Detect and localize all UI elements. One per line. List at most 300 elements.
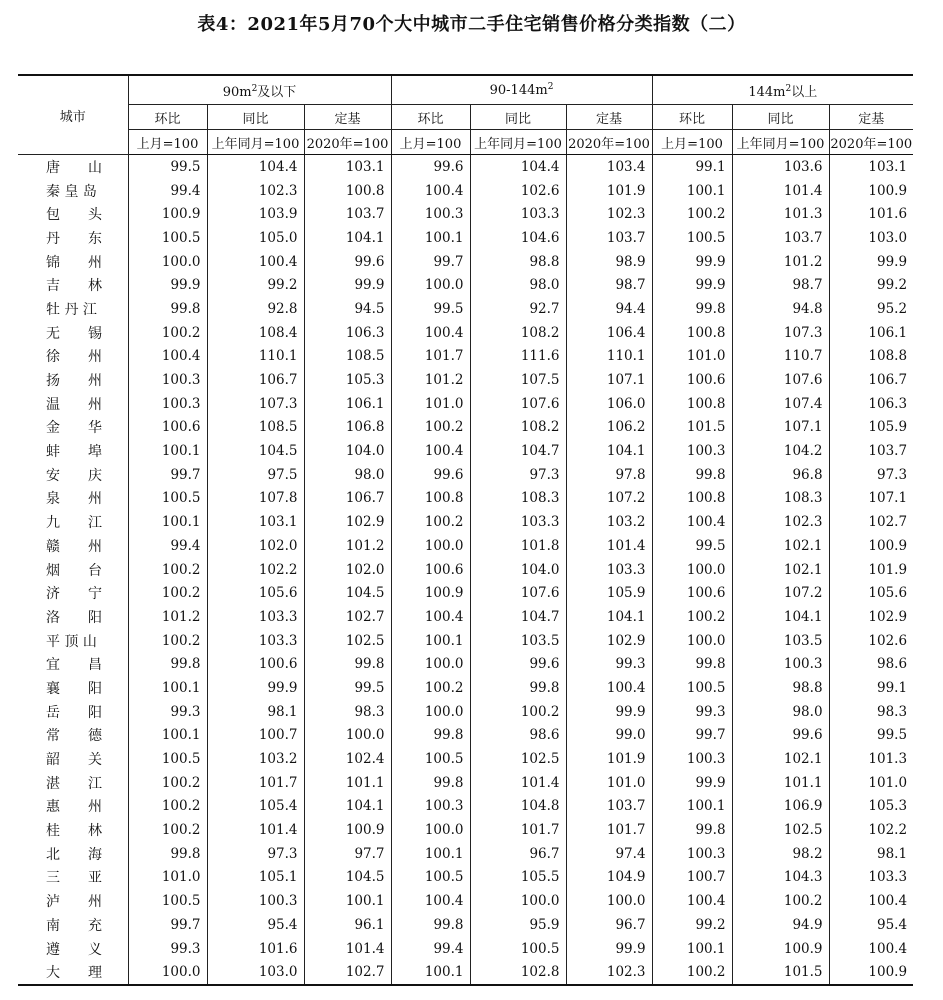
index-value-cell: 99.9 xyxy=(566,700,652,724)
index-value-cell: 103.1 xyxy=(304,155,391,179)
index-value-cell: 107.6 xyxy=(470,392,566,416)
index-value-cell: 104.0 xyxy=(304,439,391,463)
city-name-cell: 湛 江 xyxy=(18,771,128,795)
index-value-cell: 99.8 xyxy=(391,771,470,795)
index-value-cell: 101.6 xyxy=(207,937,304,961)
index-value-cell: 100.0 xyxy=(391,652,470,676)
base-header-prev-month: 上月=100 xyxy=(128,130,207,155)
index-value-cell: 103.2 xyxy=(207,747,304,771)
index-value-cell: 100.7 xyxy=(652,866,732,890)
index-value-cell: 99.7 xyxy=(128,913,207,937)
index-value-cell: 100.5 xyxy=(391,866,470,890)
index-value-cell: 106.1 xyxy=(868,324,908,341)
index-value-cell: 102.9 xyxy=(304,510,391,534)
index-value-cell: 103.7 xyxy=(732,226,829,250)
index-value-cell: 102.2 xyxy=(207,558,304,582)
index-value-cell: 103.3 xyxy=(470,510,566,534)
table-row xyxy=(18,889,913,913)
index-value-cell: 104.6 xyxy=(470,226,566,250)
index-value-cell: 100.2 xyxy=(652,202,732,226)
index-value-cell: 101.4 xyxy=(732,179,829,203)
table-row xyxy=(18,345,913,369)
index-value-cell: 103.9 xyxy=(207,202,304,226)
index-value-cell: 96.7 xyxy=(566,913,652,937)
group-header-small: $90m^2$及以下 xyxy=(128,75,391,105)
index-value-cell: 100.3 xyxy=(128,368,207,392)
index-value-cell: 100.4 xyxy=(391,889,470,913)
index-value-cell: 101.0 xyxy=(868,774,908,791)
index-value-cell: 101.0 xyxy=(128,866,207,890)
city-name-cell: 秦 皇 岛 xyxy=(18,179,128,203)
index-value-cell: 99.4 xyxy=(128,179,207,203)
index-value-cell: 108.5 xyxy=(207,416,304,440)
city-name-cell: 桂 林 xyxy=(18,818,128,842)
index-value-cell: 100.9 xyxy=(732,937,829,961)
city-name-cell: 岳 阳 xyxy=(18,700,128,724)
group-header-medium: $90-144m^2$ xyxy=(391,75,652,105)
index-value-cell: 100.9 xyxy=(391,581,470,605)
sub-header-yoy: 同比 xyxy=(470,105,566,130)
table-row xyxy=(18,581,913,605)
index-value-cell: 100.2 xyxy=(732,889,829,913)
index-value-cell: 105.6 xyxy=(207,581,304,605)
index-value-cell: 100.6 xyxy=(652,581,732,605)
index-value-cell: 97.3 xyxy=(470,463,566,487)
index-value-cell: 103.7 xyxy=(868,443,908,460)
index-value-cell: 103.6 xyxy=(732,155,829,179)
table-row xyxy=(18,155,913,179)
index-value-cell: 107.8 xyxy=(207,487,304,511)
base-header-2020: 2020年=100 xyxy=(566,130,652,155)
index-value-cell: 98.0 xyxy=(470,273,566,297)
index-value-cell: 99.6 xyxy=(391,463,470,487)
index-value-cell: 105.6 xyxy=(868,585,908,602)
index-value-cell: 100.6 xyxy=(652,368,732,392)
index-value-cell: 102.0 xyxy=(207,534,304,558)
city-name-cell: 无 锡 xyxy=(18,321,128,345)
index-value-cell: 100.0 xyxy=(391,534,470,558)
index-value-cell: 100.0 xyxy=(391,818,470,842)
index-value-cell: 95.9 xyxy=(470,913,566,937)
index-value-cell: 101.9 xyxy=(868,561,908,578)
index-value-cell: 101.4 xyxy=(566,534,652,558)
index-value-cell: 99.2 xyxy=(876,277,908,294)
index-value-cell: 108.8 xyxy=(868,348,908,365)
index-value-cell: 96.7 xyxy=(470,842,566,866)
index-value-cell: 100.6 xyxy=(128,416,207,440)
table-row xyxy=(18,747,913,771)
index-value-cell: 100.4 xyxy=(391,321,470,345)
index-value-cell: 106.7 xyxy=(868,372,908,389)
city-name-cell: 锦 州 xyxy=(18,250,128,274)
index-value-cell: 97.8 xyxy=(566,463,652,487)
index-value-cell: 100.0 xyxy=(304,724,391,748)
index-value-cell: 102.9 xyxy=(868,608,908,625)
index-value-cell: 101.3 xyxy=(868,751,908,768)
index-value-cell: 100.4 xyxy=(391,439,470,463)
index-value-cell: 99.4 xyxy=(128,534,207,558)
base-header-prev-year: 上年同月=100 xyxy=(470,130,566,155)
index-value-cell: 101.3 xyxy=(732,202,829,226)
index-value-cell: 100.0 xyxy=(566,889,652,913)
index-value-cell: 99.9 xyxy=(652,273,732,297)
index-value-cell: 105.9 xyxy=(566,581,652,605)
index-value-cell: 100.5 xyxy=(128,747,207,771)
city-name-cell: 安 庆 xyxy=(18,463,128,487)
index-value-cell: 100.2 xyxy=(652,960,732,985)
index-value-cell: 99.5 xyxy=(391,297,470,321)
index-value-cell: 108.5 xyxy=(304,345,391,369)
index-value-cell: 100.2 xyxy=(128,321,207,345)
index-value-cell: 105.1 xyxy=(207,866,304,890)
index-value-cell: 97.3 xyxy=(207,842,304,866)
index-value-cell: 101.1 xyxy=(304,771,391,795)
index-value-cell: 103.3 xyxy=(207,605,304,629)
index-value-cell: 100.4 xyxy=(652,510,732,534)
index-value-cell: 99.3 xyxy=(128,700,207,724)
header-row-base xyxy=(18,130,913,155)
index-value-cell: 98.8 xyxy=(732,676,829,700)
index-value-cell: 104.4 xyxy=(470,155,566,179)
index-value-cell: 100.2 xyxy=(128,818,207,842)
index-value-cell: 98.1 xyxy=(207,700,304,724)
index-value-cell: 103.3 xyxy=(868,869,908,886)
city-name-cell: 温 州 xyxy=(18,392,128,416)
index-value-cell: 107.6 xyxy=(470,581,566,605)
index-value-cell: 94.5 xyxy=(304,297,391,321)
index-value-cell: 108.3 xyxy=(470,487,566,511)
index-value-cell: 107.6 xyxy=(732,368,829,392)
index-value-cell: 95.4 xyxy=(876,916,908,933)
index-value-cell: 102.6 xyxy=(470,179,566,203)
index-value-cell: 100.2 xyxy=(128,581,207,605)
index-value-cell: 101.7 xyxy=(391,345,470,369)
city-name-cell: 泉 州 xyxy=(18,487,128,511)
index-value-cell: 100.4 xyxy=(652,889,732,913)
table-row xyxy=(18,250,913,274)
sub-header-fixed-base: 定基 xyxy=(829,105,913,130)
index-value-cell: 100.5 xyxy=(128,487,207,511)
index-value-cell: 100.0 xyxy=(652,558,732,582)
index-value-cell: 100.4 xyxy=(868,940,908,957)
city-name-cell: 遵 义 xyxy=(18,937,128,961)
table-row xyxy=(18,226,913,250)
index-value-cell: 99.5 xyxy=(304,676,391,700)
index-value-cell: 103.1 xyxy=(868,158,908,175)
index-value-cell: 100.8 xyxy=(652,487,732,511)
index-value-cell: 99.5 xyxy=(128,155,207,179)
table-row xyxy=(18,605,913,629)
index-value-cell: 101.0 xyxy=(652,345,732,369)
index-value-cell: 99.8 xyxy=(652,297,732,321)
city-name-cell: 蚌 埠 xyxy=(18,439,128,463)
index-value-cell: 99.5 xyxy=(652,534,732,558)
index-value-cell: 101.9 xyxy=(566,179,652,203)
table-row xyxy=(18,510,913,534)
index-value-cell: 102.8 xyxy=(470,960,566,985)
index-value-cell: 100.0 xyxy=(470,889,566,913)
table-row xyxy=(18,842,913,866)
index-value-cell: 100.0 xyxy=(652,629,732,653)
index-value-cell: 105.9 xyxy=(868,419,908,436)
index-value-cell: 102.3 xyxy=(566,960,652,985)
index-value-cell: 98.3 xyxy=(304,700,391,724)
table-row xyxy=(18,273,913,297)
city-name-cell: 包 头 xyxy=(18,202,128,226)
city-name-cell: 大 理 xyxy=(18,960,128,985)
sub-header-yoy: 同比 xyxy=(732,105,829,130)
index-value-cell: 105.3 xyxy=(304,368,391,392)
table-row xyxy=(18,463,913,487)
index-value-cell: 100.9 xyxy=(829,960,913,985)
city-name-cell: 泸 州 xyxy=(18,889,128,913)
index-value-cell: 101.6 xyxy=(868,206,908,223)
index-value-cell: 108.2 xyxy=(470,321,566,345)
city-name-cell: 赣 州 xyxy=(18,534,128,558)
table-row xyxy=(18,700,913,724)
index-value-cell: 99.8 xyxy=(304,652,391,676)
index-value-cell: 101.7 xyxy=(470,818,566,842)
table-row xyxy=(18,368,913,392)
index-value-cell: 106.8 xyxy=(304,416,391,440)
index-value-cell: 99.9 xyxy=(876,253,908,270)
table-row xyxy=(18,795,913,819)
index-value-cell: 107.1 xyxy=(732,416,829,440)
index-value-cell: 100.1 xyxy=(652,795,732,819)
table-row xyxy=(18,392,913,416)
index-value-cell: 101.9 xyxy=(566,747,652,771)
index-value-cell: 92.7 xyxy=(470,297,566,321)
index-value-cell: 94.4 xyxy=(566,297,652,321)
index-value-cell: 101.7 xyxy=(207,771,304,795)
index-value-cell: 100.2 xyxy=(128,795,207,819)
index-value-cell: 100.4 xyxy=(391,179,470,203)
index-value-cell: 100.8 xyxy=(304,179,391,203)
index-value-cell: 102.1 xyxy=(732,747,829,771)
city-name-cell: 金 华 xyxy=(18,416,128,440)
city-name-cell: 洛 阳 xyxy=(18,605,128,629)
index-value-cell: 101.4 xyxy=(304,937,391,961)
index-value-cell: 99.3 xyxy=(566,652,652,676)
index-value-cell: 99.6 xyxy=(732,724,829,748)
index-value-cell: 99.8 xyxy=(652,652,732,676)
city-name-cell: 扬 州 xyxy=(18,368,128,392)
city-name-cell: 烟 台 xyxy=(18,558,128,582)
index-value-cell: 100.3 xyxy=(391,202,470,226)
header-row-groups xyxy=(18,75,913,105)
index-value-cell: 101.4 xyxy=(207,818,304,842)
index-value-cell: 99.6 xyxy=(304,250,391,274)
index-value-cell: 100.9 xyxy=(868,182,908,199)
index-value-cell: 106.2 xyxy=(566,416,652,440)
price-index-table xyxy=(18,74,913,986)
index-value-cell: 104.1 xyxy=(566,605,652,629)
index-value-cell: 104.1 xyxy=(304,226,391,250)
index-value-cell: 100.0 xyxy=(128,250,207,274)
city-name-cell: 惠 州 xyxy=(18,795,128,819)
table-row xyxy=(18,771,913,795)
index-value-cell: 99.8 xyxy=(391,724,470,748)
index-value-cell: 107.4 xyxy=(732,392,829,416)
index-value-cell: 100.5 xyxy=(128,226,207,250)
index-value-cell: 100.3 xyxy=(391,795,470,819)
city-name-cell: 三 亚 xyxy=(18,866,128,890)
base-header-prev-year: 上年同月=100 xyxy=(732,130,829,155)
index-value-cell: 100.0 xyxy=(391,700,470,724)
table-body xyxy=(18,155,913,986)
city-name-cell: 南 充 xyxy=(18,913,128,937)
table-row xyxy=(18,960,913,985)
index-value-cell: 102.9 xyxy=(566,629,652,653)
index-value-cell: 103.7 xyxy=(566,226,652,250)
index-value-cell: 100.4 xyxy=(207,250,304,274)
index-value-cell: 100.1 xyxy=(304,889,391,913)
index-value-cell: 101.5 xyxy=(732,960,829,985)
index-value-cell: 104.2 xyxy=(732,439,829,463)
city-column-header: 城市 xyxy=(18,75,128,155)
index-value-cell: 106.7 xyxy=(207,368,304,392)
index-value-cell: 100.1 xyxy=(128,676,207,700)
index-value-cell: 102.7 xyxy=(304,960,391,985)
index-value-cell: 99.8 xyxy=(128,842,207,866)
index-value-cell: 95.2 xyxy=(876,300,908,317)
index-value-cell: 100.3 xyxy=(652,747,732,771)
index-value-cell: 108.4 xyxy=(207,321,304,345)
index-value-cell: 102.7 xyxy=(304,605,391,629)
index-value-cell: 99.3 xyxy=(652,700,732,724)
index-value-cell: 100.9 xyxy=(128,202,207,226)
table-row xyxy=(18,297,913,321)
index-value-cell: 99.7 xyxy=(128,463,207,487)
index-value-cell: 100.4 xyxy=(128,345,207,369)
index-value-cell: 103.5 xyxy=(732,629,829,653)
sub-header-mom: 环比 xyxy=(652,105,732,130)
base-header-prev-month: 上月=100 xyxy=(652,130,732,155)
index-value-cell: 107.3 xyxy=(207,392,304,416)
index-value-cell: 100.4 xyxy=(391,605,470,629)
index-value-cell: 103.3 xyxy=(207,629,304,653)
index-value-cell: 98.3 xyxy=(876,703,908,720)
index-value-cell: 103.0 xyxy=(207,960,304,985)
index-value-cell: 103.4 xyxy=(566,155,652,179)
index-value-cell: 100.0 xyxy=(391,273,470,297)
base-header-prev-month: 上月=100 xyxy=(391,130,470,155)
base-header-2020: 2020年=100 xyxy=(304,130,391,155)
index-value-cell: 100.5 xyxy=(391,747,470,771)
table-row xyxy=(18,866,913,890)
index-value-cell: 104.8 xyxy=(470,795,566,819)
index-value-cell: 100.9 xyxy=(304,818,391,842)
index-value-cell: 106.3 xyxy=(868,395,908,412)
index-value-cell: 110.7 xyxy=(732,345,829,369)
index-value-cell: 100.2 xyxy=(391,510,470,534)
index-value-cell: 96.8 xyxy=(732,463,829,487)
base-header-prev-year: 上年同月=100 xyxy=(207,130,304,155)
index-value-cell: 99.8 xyxy=(128,297,207,321)
index-value-cell: 102.5 xyxy=(470,747,566,771)
index-value-cell: 100.3 xyxy=(652,842,732,866)
index-value-cell: 106.7 xyxy=(304,487,391,511)
index-value-cell: 105.5 xyxy=(470,866,566,890)
index-value-cell: 101.2 xyxy=(732,250,829,274)
index-value-cell: 100.2 xyxy=(128,771,207,795)
index-value-cell: 102.0 xyxy=(304,558,391,582)
index-value-cell: 104.1 xyxy=(304,795,391,819)
index-value-cell: 107.2 xyxy=(732,581,829,605)
index-value-cell: 103.7 xyxy=(566,795,652,819)
table-row xyxy=(18,724,913,748)
index-value-cell: 100.5 xyxy=(652,226,732,250)
index-value-cell: 98.8 xyxy=(470,250,566,274)
index-value-cell: 99.7 xyxy=(391,250,470,274)
index-value-cell: 102.3 xyxy=(207,179,304,203)
index-value-cell: 100.7 xyxy=(207,724,304,748)
index-value-cell: 100.1 xyxy=(652,179,732,203)
index-value-cell: 100.2 xyxy=(652,605,732,629)
index-value-cell: 99.4 xyxy=(391,937,470,961)
index-value-cell: 104.5 xyxy=(304,581,391,605)
index-value-cell: 100.1 xyxy=(128,510,207,534)
index-value-cell: 100.1 xyxy=(128,724,207,748)
table-row xyxy=(18,629,913,653)
city-name-cell: 济 宁 xyxy=(18,581,128,605)
index-value-cell: 105.0 xyxy=(207,226,304,250)
index-value-cell: 103.1 xyxy=(207,510,304,534)
index-value-cell: 98.1 xyxy=(876,845,908,862)
city-name-cell: 宜 昌 xyxy=(18,652,128,676)
index-value-cell: 102.2 xyxy=(868,822,908,839)
index-value-cell: 99.8 xyxy=(652,818,732,842)
index-value-cell: 103.3 xyxy=(566,558,652,582)
index-value-cell: 100.3 xyxy=(207,889,304,913)
index-value-cell: 106.4 xyxy=(566,321,652,345)
index-value-cell: 97.5 xyxy=(207,463,304,487)
table-row xyxy=(18,676,913,700)
index-value-cell: 101.2 xyxy=(391,368,470,392)
index-value-cell: 100.2 xyxy=(128,558,207,582)
sub-header-yoy: 同比 xyxy=(207,105,304,130)
sub-header-fixed-base: 定基 xyxy=(304,105,391,130)
index-value-cell: 99.9 xyxy=(207,676,304,700)
index-value-cell: 104.7 xyxy=(470,439,566,463)
index-value-cell: 104.5 xyxy=(304,866,391,890)
index-value-cell: 99.9 xyxy=(566,937,652,961)
index-value-cell: 100.6 xyxy=(391,558,470,582)
group-header-large: $144m^2$以上 xyxy=(652,75,913,105)
index-value-cell: 102.3 xyxy=(566,202,652,226)
index-value-cell: 104.1 xyxy=(732,605,829,629)
index-value-cell: 110.1 xyxy=(207,345,304,369)
index-value-cell: 99.2 xyxy=(207,273,304,297)
index-value-cell: 99.2 xyxy=(652,913,732,937)
index-value-cell: 99.9 xyxy=(128,273,207,297)
index-value-cell: 99.3 xyxy=(128,937,207,961)
index-value-cell: 100.4 xyxy=(868,893,908,910)
city-name-cell: 韶 关 xyxy=(18,747,128,771)
index-value-cell: 100.3 xyxy=(652,439,732,463)
index-value-cell: 105.4 xyxy=(207,795,304,819)
index-value-cell: 100.0 xyxy=(128,960,207,985)
table-header xyxy=(18,75,913,155)
index-value-cell: 104.3 xyxy=(732,866,829,890)
index-value-cell: 100.3 xyxy=(128,392,207,416)
base-header-2020: 2020年=100 xyxy=(829,130,913,155)
index-value-cell: 102.5 xyxy=(304,629,391,653)
sub-header-mom: 环比 xyxy=(128,105,207,130)
table-row xyxy=(18,534,913,558)
index-value-cell: 97.3 xyxy=(876,466,908,483)
index-value-cell: 99.5 xyxy=(876,727,908,744)
